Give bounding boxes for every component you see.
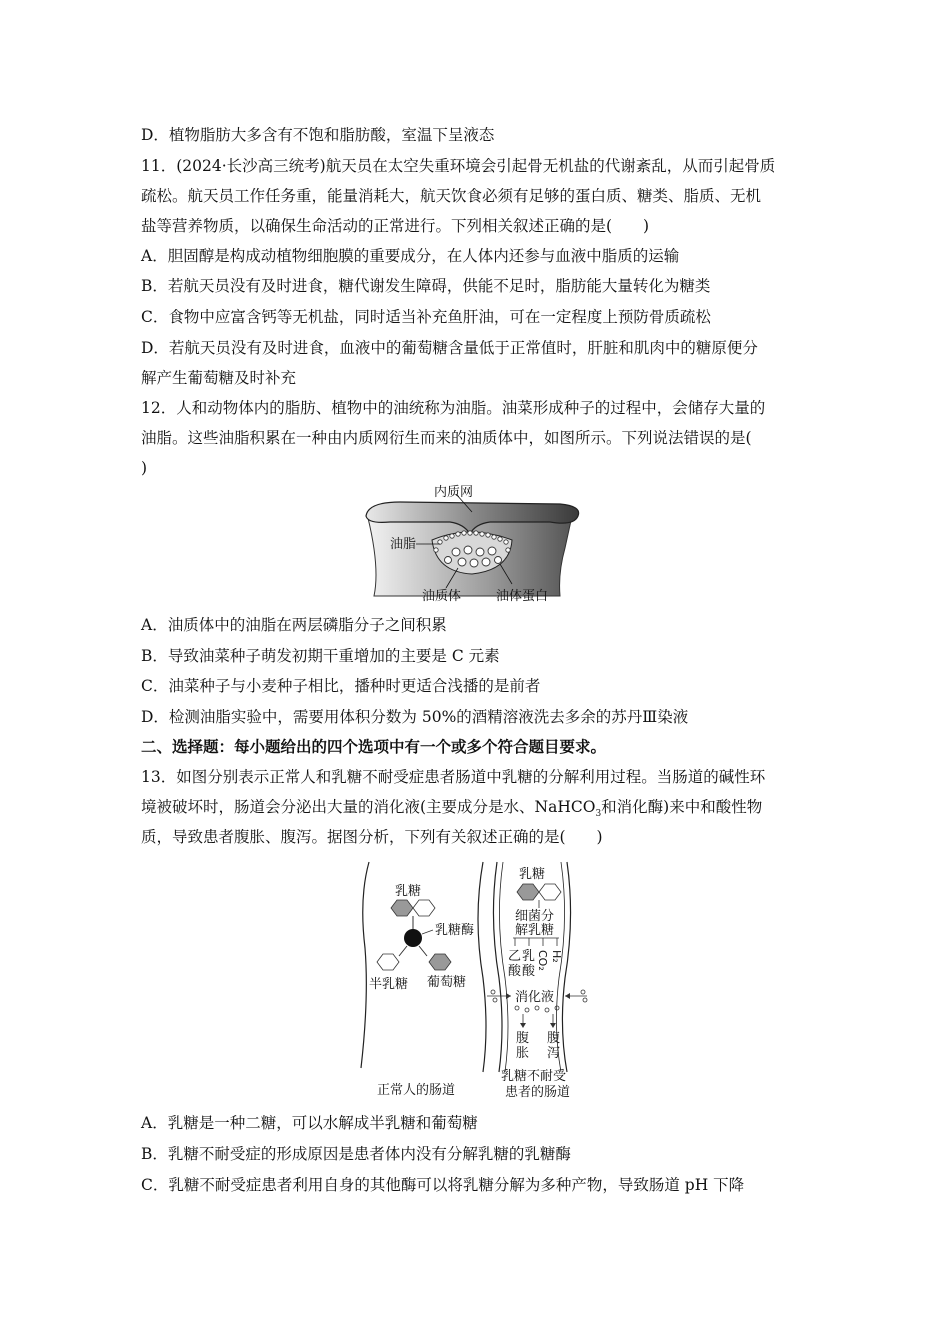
q11-option-c: C．食物中应富含钙等无机盐，同时适当补充鱼肝油，可在一定程度上预防骨质疏松 — [141, 308, 711, 326]
normal-intestine-left-wall — [361, 862, 369, 1068]
label-h2: H₂ — [550, 950, 563, 963]
q12-option-b: B．导致油菜种子萌发初期干重增加的主要是 C 元素 — [141, 647, 500, 665]
label-lactose: 乳糖 — [395, 884, 422, 899]
label-digestive: 消化液 — [515, 990, 555, 1005]
q13-option-c: C．乳糖不耐受症患者利用自身的其他酶可以将乳糖分解为多种产物，导致肠道 pH 下降 — [141, 1176, 745, 1194]
label-er: 内质网 — [434, 485, 474, 500]
label-diarrhea-1: 腹 — [547, 1031, 561, 1046]
label-lactose-right: 乳糖 — [519, 867, 546, 882]
patient-intestine-left-wall — [493, 862, 502, 1072]
galactose-hexagon — [413, 900, 435, 916]
q11-stem-line-1: 11．(2024·长沙高三统考)航天员在太空失重环境会引起骨无机盐的代谢紊乱，从而引起骨质 — [141, 157, 776, 175]
label-lactase: 乳糖酶 — [435, 923, 475, 938]
caption-patient-1: 乳糖不耐受 — [501, 1069, 567, 1084]
label-glucose: 葡萄糖 — [427, 975, 467, 990]
label-acetic-2: 酸 — [508, 964, 522, 979]
q12-stem-line-1: 12．人和动物体内的脂肪、植物中的油统称为油脂。油菜形成种子的过程中，会储存大量的 — [141, 399, 766, 417]
label-bacteria-1: 细菌分 — [515, 909, 555, 924]
label-lactic-1: 乳 — [522, 949, 536, 964]
q11-stem-line-2: 疏松。航天员工作任务重，能量消耗大，航天饮食必须有足够的蛋白质、糖类、脂质、无机 — [141, 187, 762, 205]
section-2-heading: 二、选择题：每小题给出的四个选项中有一个或多个符合题目要求。 — [141, 737, 607, 756]
lactose-figure — [355, 858, 595, 1104]
q12-option-a: A．油质体中的油脂在两层磷脂分子之间积累 — [141, 616, 447, 634]
label-oil: 油脂 — [390, 537, 417, 552]
q11-option-d-line-2: 解产生葡萄糖及时补充 — [141, 369, 297, 387]
caption-patient-2: 患者的肠道 — [505, 1085, 571, 1100]
glucose-hexagon — [391, 900, 413, 916]
q12-stem-line-3: ) — [141, 459, 148, 477]
caption-normal: 正常人的肠道 — [377, 1083, 456, 1098]
label-acetic-1: 乙 — [508, 949, 522, 964]
label-oil-body: 油质体 — [422, 589, 462, 604]
label-co2: CO₂ — [536, 950, 549, 971]
q11-option-a: A．胆固醇是构成动植物细胞膜的重要成分，在人体内还参与血液中脂质的运输 — [141, 247, 680, 265]
q11-stem-line-3: 盐等营养物质，以确保生命活动的正常进行。下列相关叙述正确的是( ) — [141, 217, 650, 235]
q12-stem-line-2: 油脂。这些油脂积累在一种由内质网衍生而来的油质体中，如图所示。下列说法错误的是( — [141, 429, 752, 447]
label-bacteria-2: 解乳糖 — [515, 923, 555, 938]
q13-stem-line-3: 质，导致患者腹胀、腹泻。据图分析，下列有关叙述正确的是( ) — [141, 828, 603, 846]
lactase-enzyme — [404, 929, 422, 947]
label-bloat-2: 胀 — [516, 1046, 530, 1061]
q10-option-d: D．植物脂肪大多含有不饱和脂肪酸，室温下呈液态 — [141, 126, 495, 144]
q13-option-a: A．乳糖是一种二糖，可以水解成半乳糖和葡萄糖 — [141, 1114, 478, 1132]
q13-stem-line-2: 境被破坏时，肠道会分泌出大量的消化液(主要成分是水、NaHCO$_3$和消化酶)来中和酸性物 — [141, 798, 763, 820]
q12-option-d: D．检测油脂实验中，需要用体积分数为 50%的酒精溶液洗去多余的苏丹Ⅲ染液 — [141, 708, 689, 726]
label-bloat-1: 腹 — [516, 1031, 530, 1046]
patient-intestine-right-wall — [562, 862, 570, 1072]
q11-option-d-line-1: D．若航天员没有及时进食，血液中的葡萄糖含量低于正常值时，肝脏和肌肉中的糖原便分 — [141, 339, 758, 357]
q13-option-b: B．乳糖不耐受症的形成原因是患者体内没有分解乳糖的乳糖酶 — [141, 1145, 571, 1163]
label-lactic-2: 酸 — [522, 964, 536, 979]
normal-intestine-right-wall — [478, 862, 486, 1072]
label-oleosin: 油体蛋白 — [496, 589, 549, 604]
label-galactose: 半乳糖 — [369, 977, 409, 992]
q13-stem-line-1: 13．如图分别表示正常人和乳糖不耐受症患者肠道中乳糖的分解利用过程。当肠道的碱性环 — [141, 768, 766, 786]
oil-body-figure — [360, 478, 590, 606]
q12-option-c: C．油菜种子与小麦种子相比，播种时更适合浅播的是前者 — [141, 677, 541, 695]
label-diarrhea-2: 泻 — [547, 1046, 561, 1061]
q11-option-b: B．若航天员没有及时进食，糖代谢发生障碍，供能不足时，脂肪能大量转化为糖类 — [141, 277, 711, 295]
